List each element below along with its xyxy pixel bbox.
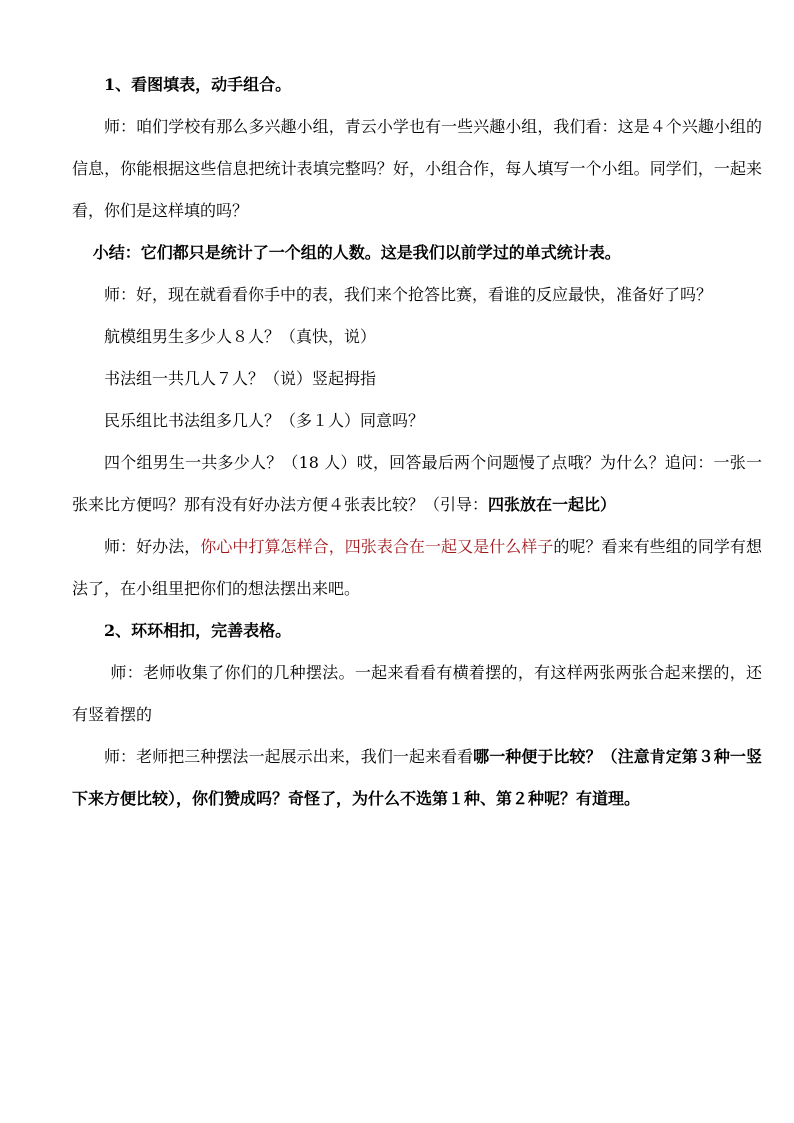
question-2: 书法组一共几人７人？（说）竖起拇指: [104, 369, 377, 388]
paragraph-2-text: 师：老师把三种摆法一起展示出来，我们一起来看看: [104, 747, 474, 766]
section1-paragraph-3: [72, 526, 762, 610]
document-page: [72, 64, 762, 820]
section1-paragraph-2: 师：好，现在就看看你手中的表，我们来个抢答比赛，看谁的反应最快，准备好了吗？: [104, 285, 713, 304]
question-1: 航模组男生多少人８人？（真快，说）: [104, 327, 377, 346]
question-4-guidance: 四张放在一起比）: [488, 495, 617, 514]
section1-summary: 小结：它们都只是统计了一个组的人数。这是我们以前学过的单式统计表。: [92, 243, 621, 262]
section1-heading: 1、看图填表，动手组合。: [104, 75, 292, 94]
section2-paragraph-1: 师：老师收集了你们的几种摆法。一起来看看有横着摆的，有这样两张两张合起来摆的，还有竖着摆的: [72, 663, 762, 724]
question-4: [72, 442, 762, 526]
section2-heading: 2、环环相扣，完善表格。: [104, 621, 292, 640]
paragraph-3-end: 的呢？看来有些组的同学有想法了，在小组里把你们的想法摆出来吧。: [72, 537, 762, 598]
paragraph-3-start: 师：好办法，: [104, 537, 201, 556]
question-3: 民乐组比书法组多几人？（多１人）同意吗？: [104, 411, 425, 430]
section2-paragraph-2: [72, 736, 762, 820]
question-4-text: 四个组男生一共多少人？（18 人）哎，回答最后两个问题慢了点哦？为什么？追问：一张一张来比方便吗？那有没有好办法方便４张表比较？（引导：: [72, 453, 762, 514]
paragraph-3-highlight: 你心中打算怎样合，四张表合在一起又是什么样子: [200, 537, 554, 556]
section1-paragraph-1: 师：咱们学校有那么多兴趣小组，青云小学也有一些兴趣小组，我们看：这是４个兴趣小组的信息，你能根据这些信息把统计表填完整吗？好，小组合作，每人填写一个小组。同学们，一起来看，你们是这样填的吗？: [72, 117, 762, 220]
paragraph-2-bold: 哪一种便于比较？（注意肯定第３种一竖下来方便比较），你们赞成吗？奇怪了，为什么不选第１种、第２种呢？有道理。: [72, 747, 762, 808]
